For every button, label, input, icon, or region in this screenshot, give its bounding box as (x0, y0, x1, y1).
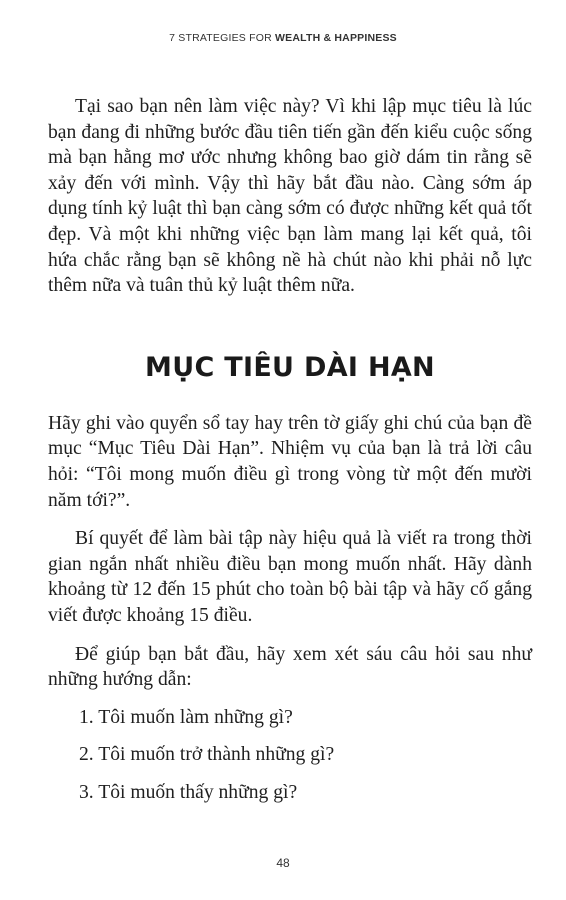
paragraph-guide: Để giúp bạn bắt đầu, hãy xem xét sáu câu hỏi sau như những hướng dẫn: (48, 643, 532, 691)
section-heading: MỤC TIÊU DÀI HẠN (145, 351, 435, 383)
paragraph-instructions: Hãy ghi vào quyển sổ tay hay trên tờ giấy ghi chú của bạn đề mục “Mục Tiêu Dài Hạn”. Nhiệm vụ của bạn là trả lời câu hỏi: “Tôi mong muốn điều gì trong vòng từ một đến mười năm tới?”. (48, 412, 532, 511)
question-item: 1. Tôi muốn làm những gì? (79, 706, 293, 728)
running-header-book-title: WEALTH & HAPPINESS (275, 32, 397, 44)
page-number: 48 (276, 856, 290, 870)
paragraph-intro: Tại sao bạn nên làm việc này? Vì khi lập mục tiêu là lúc bạn đang đi những bước đầu tiên tiến gần đến kiểu cuộc sống mà bạn hằng mơ ước nhưng không bao giờ dám tin rằng sẽ xảy đến với mình. Vậy thì hãy bắt đầu nào. Càng sớm áp dụng tính kỷ luật thì bạn càng sớm có được những kết quả tốt đẹp. Và một khi những việc bạn làm mang lại kết quả, tôi hứa chắc rằng bạn sẽ không nề hà chút nào khi phải nỗ lực thêm nữa và tuân thủ kỷ luật thêm nữa. (48, 96, 532, 297)
paragraph-secret: Bí quyết để làm bài tập này hiệu quả là viết ra trong thời gian ngắn nhất nhiều điều bạn mong muốn nhất. Hãy dành khoảng từ 12 đến 15 phút cho toàn bộ bài tập và hãy cố gắng viết được khoảng 15 điều. (48, 528, 532, 626)
page-body (48, 94, 532, 805)
running-header (0, 32, 566, 44)
question-item: 3. Tôi muốn thấy những gì? (79, 781, 298, 803)
running-header-prefix: 7 STRATEGIES FOR (169, 32, 272, 44)
question-item: 2. Tôi muốn trở thành những gì? (79, 744, 335, 766)
